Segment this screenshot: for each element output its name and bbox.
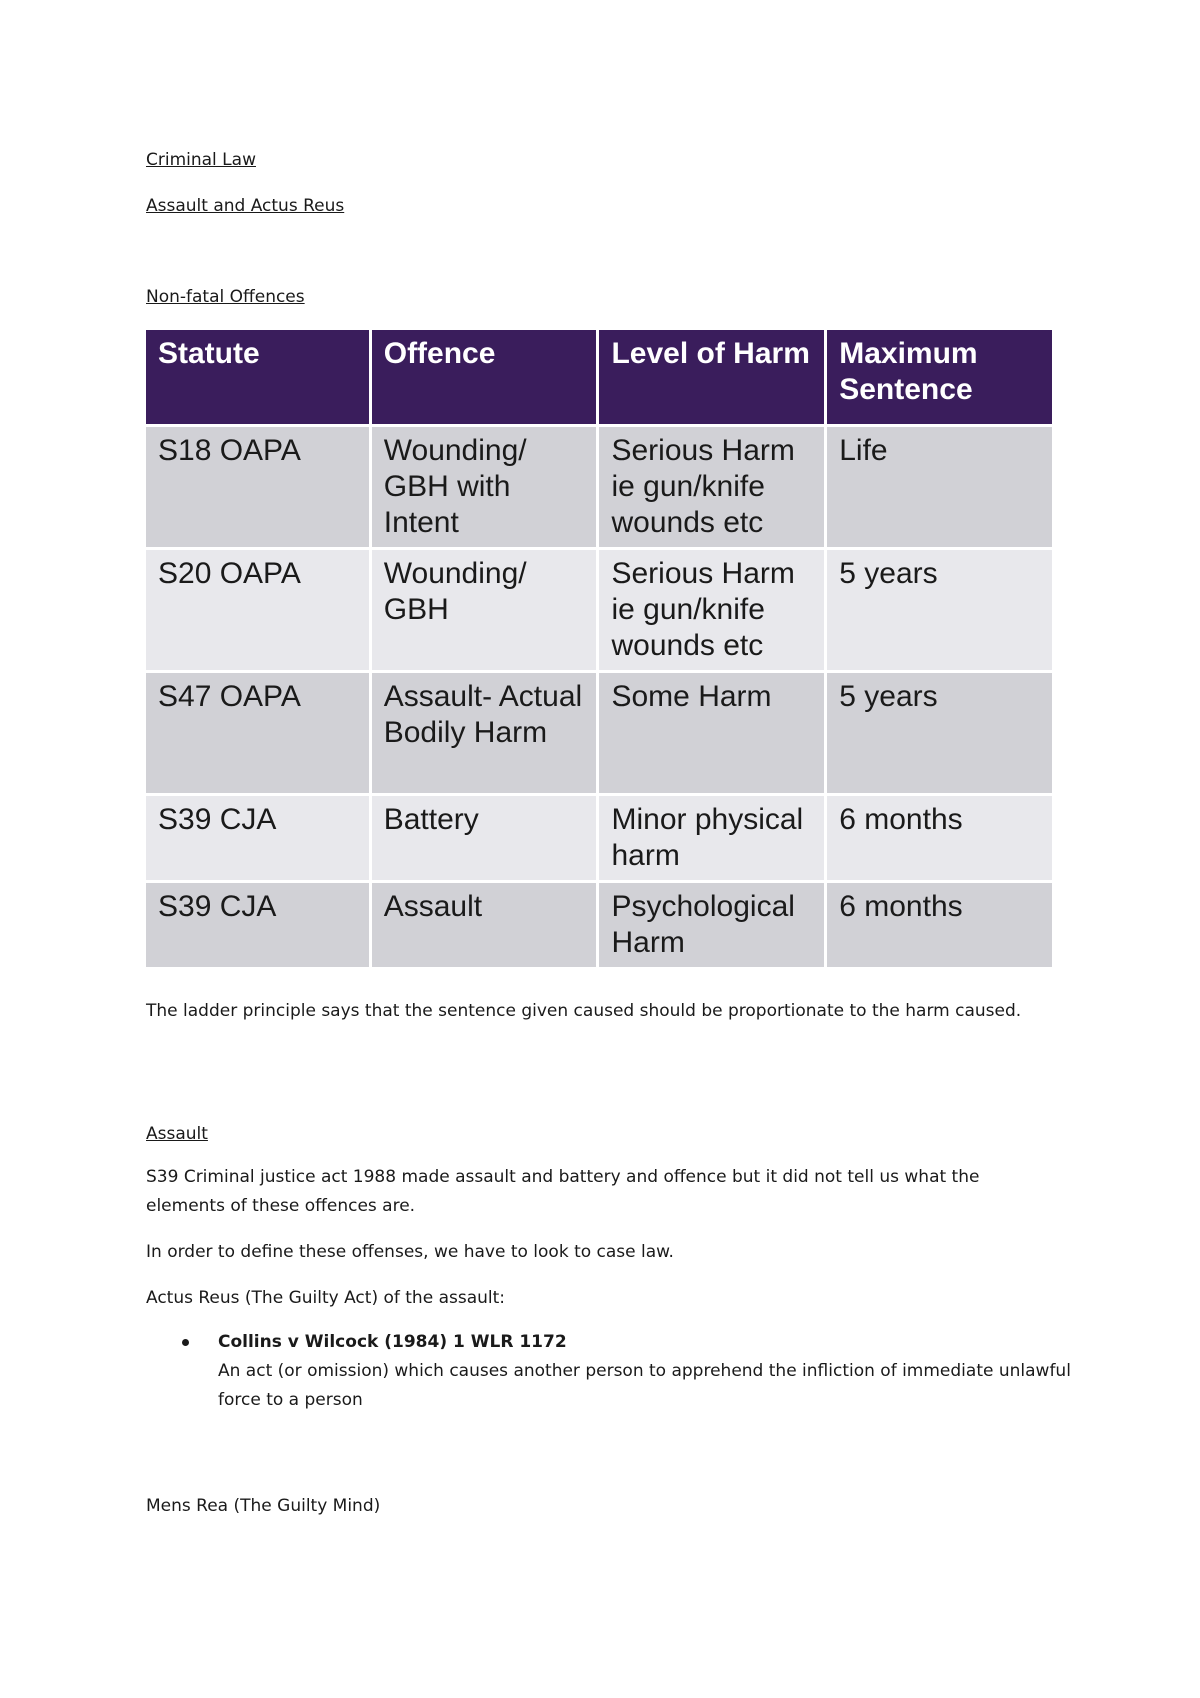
cell-maximum-sentence: 6 months: [827, 796, 1052, 880]
cell-offence: Assault: [372, 883, 597, 967]
assault-paragraph: S39 Criminal justice act 1988 made assault and battery and offence but it did not tell us what the elements of these offences are.: [146, 1167, 980, 1216]
cell-offence: Assault- Actual Bodily Harm: [372, 673, 597, 793]
header-level-of-harm: Level of Harm: [599, 330, 824, 424]
bullet-icon: [182, 1339, 189, 1346]
header-maximum-sentence: Maximum Sentence: [827, 330, 1052, 424]
case-list: [146, 1328, 1078, 1415]
list-item: [146, 1328, 1078, 1415]
table-row: [146, 796, 1052, 880]
cell-level-of-harm: Minor physical harm: [599, 796, 824, 880]
cell-level-of-harm: Psychological Harm: [599, 883, 824, 967]
table-row: [146, 883, 1052, 967]
header-offence: Offence: [372, 330, 597, 424]
cell-statute: S18 OAPA: [146, 427, 369, 547]
cell-offence: Wounding/ GBH with Intent: [372, 427, 597, 547]
cell-maximum-sentence: 5 years: [827, 550, 1052, 670]
document-title: Criminal Law: [146, 150, 256, 170]
case-description: An act (or omission) which causes another person to apprehend the infliction of immediate unlawful force to a person: [218, 1361, 1071, 1410]
cell-offence: Wounding/ GBH: [372, 550, 597, 670]
cell-maximum-sentence: 5 years: [827, 673, 1052, 793]
cell-statute: S47 OAPA: [146, 673, 369, 793]
cell-maximum-sentence: 6 months: [827, 883, 1052, 967]
cell-level-of-harm: Serious Harm ie gun/knife wounds etc: [599, 427, 824, 547]
section-heading-non-fatal-offences: Non-fatal Offences: [146, 287, 305, 307]
table-row: [146, 550, 1052, 670]
cell-statute: S39 CJA: [146, 796, 369, 880]
assault-heading: Assault: [146, 1124, 208, 1144]
table-header-row: [146, 330, 1052, 424]
header-statute: Statute: [146, 330, 369, 424]
cell-level-of-harm: Some Harm: [599, 673, 824, 793]
document-subtitle: Assault and Actus Reus: [146, 196, 345, 216]
cell-offence: Battery: [372, 796, 597, 880]
offences-table: [143, 327, 1055, 970]
table-row: [146, 427, 1052, 547]
cell-statute: S39 CJA: [146, 883, 369, 967]
cell-statute: S20 OAPA: [146, 550, 369, 670]
case-law-paragraph: In order to define these offenses, we have to look to case law.: [146, 1242, 674, 1262]
cell-level-of-harm: Serious Harm ie gun/knife wounds etc: [599, 550, 824, 670]
actus-reus-intro: Actus Reus (The Guilty Act) of the assault:: [146, 1288, 506, 1308]
ladder-principle-paragraph: The ladder principle says that the sentence given caused should be proportionate to the harm caused.: [146, 1001, 1022, 1021]
case-title: Collins v Wilcock (1984) 1 WLR 1172: [218, 1332, 567, 1352]
table-row: [146, 673, 1052, 793]
mens-rea-heading: Mens Rea (The Guilty Mind): [146, 1496, 381, 1516]
cell-maximum-sentence: Life: [827, 427, 1052, 547]
